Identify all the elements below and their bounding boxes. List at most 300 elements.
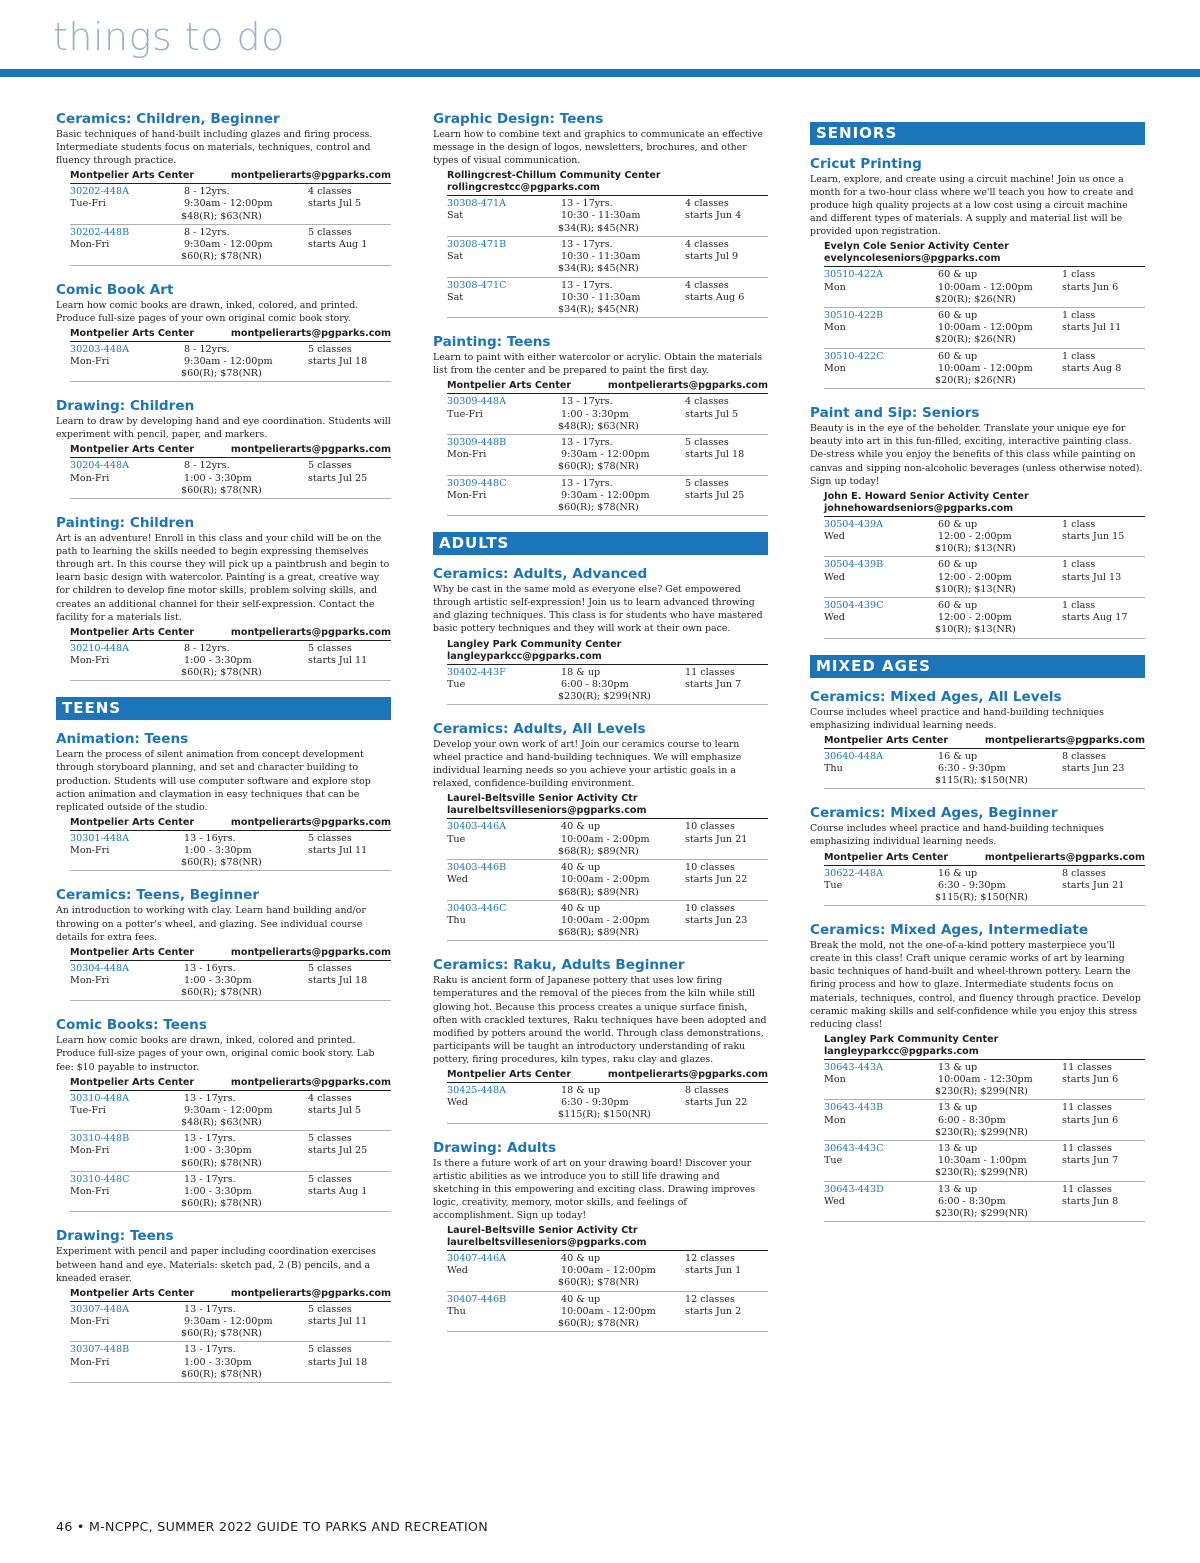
session-time: 9:30am - 12:00pm xyxy=(561,489,650,501)
course-title: Ceramics: Mixed Ages, Intermediate xyxy=(810,922,1089,939)
course-description: Learn the process of silent animation from concept development through storyboard planning, and set and character building to production. Students will use computer software and explore stop action animation and claymation in easy techniques that can be replicated outside of the studio. xyxy=(56,749,371,813)
session-age: 8 - 12yrs. xyxy=(184,226,230,238)
venue-email[interactable]: montpelierarts@pgparks.com xyxy=(607,380,768,392)
session-days: Sat xyxy=(447,251,464,263)
session-age: 40 & up xyxy=(561,862,601,874)
venue-email[interactable]: montpelierarts@pgparks.com xyxy=(230,327,391,339)
venue-name: Langley Park Community Center xyxy=(447,638,622,650)
course-description: An introduction to working with clay. Learn hand building and/or throwing on a potter's wheel, and glazing. See individual course details for extra fees. xyxy=(56,905,366,943)
session-row xyxy=(70,184,391,225)
session-row xyxy=(70,1091,391,1132)
column-2 xyxy=(433,111,768,1348)
course-code-link[interactable]: 30308-471C xyxy=(447,279,507,291)
session-count: 11 classes xyxy=(1062,1061,1112,1073)
session-fee: $68(R); $89(NR) xyxy=(558,886,639,898)
venue-email[interactable]: montpelierarts@pgparks.com xyxy=(230,1287,391,1299)
venue-email[interactable]: rollingcrestcc@pgparks.com xyxy=(447,182,600,194)
session-count: 8 classes xyxy=(685,1084,729,1096)
course-listing xyxy=(810,156,1145,389)
session-row xyxy=(824,1182,1145,1223)
session-age: 8 - 12yrs. xyxy=(184,460,230,472)
course-code-link[interactable]: 30510-422A xyxy=(824,269,884,281)
session-time: 9:30am - 12:00pm xyxy=(184,355,273,367)
session-fee: $60(R); $78(NR) xyxy=(558,1277,639,1289)
course-description: Learn how to combine text and graphics to communicate an effective message in the design of logos, newsletters, brochures, and other types of visual communication. xyxy=(433,129,763,167)
course-code-link[interactable]: 30203-448A xyxy=(70,343,130,355)
session-line xyxy=(447,292,768,304)
session-count: 4 classes xyxy=(685,396,729,408)
session-row xyxy=(824,349,1145,390)
session-days: Mon-Fri xyxy=(70,1145,110,1157)
section-heading: SENIORS xyxy=(810,122,1145,145)
course-code-link[interactable]: 30304-448A xyxy=(70,962,130,974)
venue-header xyxy=(70,1077,391,1091)
session-time: 10:00am - 12:00pm xyxy=(938,362,1033,374)
session-row xyxy=(70,342,391,383)
session-time: 12:00 - 2:00pm xyxy=(938,612,1012,624)
course-code-link[interactable]: 30310-448A xyxy=(70,1092,130,1104)
session-days: Mon-Fri xyxy=(447,449,487,461)
venue-name: Montpelier Arts Center xyxy=(824,851,949,863)
course-listing xyxy=(433,1140,768,1333)
session-time: 9:30am - 12:00pm xyxy=(561,449,650,461)
venue-email[interactable]: montpelierarts@pgparks.com xyxy=(230,170,391,182)
course-listing xyxy=(433,566,768,705)
session-days: Thu xyxy=(447,914,466,926)
session-age: 13 & up xyxy=(938,1143,978,1155)
course-code-link[interactable]: 30403-446B xyxy=(447,862,507,874)
session-row xyxy=(824,517,1145,558)
course-description: Course includes wheel practice and hand-building techniques emphasizing individual learning needs. xyxy=(810,823,1104,848)
session-row xyxy=(824,1141,1145,1182)
session-start: starts Aug 1 xyxy=(308,1186,368,1198)
session-line xyxy=(70,643,391,655)
session-row xyxy=(447,435,768,476)
session-line xyxy=(70,460,391,472)
session-age: 60 & up xyxy=(938,518,978,530)
venue-header xyxy=(824,735,1145,749)
session-line xyxy=(70,227,391,239)
course-title: Animation: Teens xyxy=(56,731,189,748)
session-age: 8 - 12yrs. xyxy=(184,642,230,654)
course-code-link[interactable]: 30643-443D xyxy=(824,1183,884,1195)
course-code-link[interactable]: 30425-448A xyxy=(447,1084,507,1096)
venue-header xyxy=(824,1034,1145,1060)
session-line xyxy=(447,1085,768,1097)
session-line xyxy=(70,975,391,987)
session-row xyxy=(824,1100,1145,1141)
course-title: Drawing: Teens xyxy=(56,1228,174,1245)
course-code-link[interactable]: 30309-448C xyxy=(447,477,507,489)
venue-email[interactable]: montpelierarts@pgparks.com xyxy=(230,816,391,828)
course-code-link[interactable]: 30640-448A xyxy=(824,750,884,762)
session-count: 4 classes xyxy=(308,1092,352,1104)
session-age: 60 & up xyxy=(938,310,978,322)
course-title: Paint and Sip: Seniors xyxy=(810,405,980,422)
course-description: Course includes wheel practice and hand-building techniques emphasizing individual learning needs. xyxy=(810,706,1104,731)
session-line xyxy=(447,280,768,292)
session-count: 1 class xyxy=(1062,269,1096,281)
session-count: 12 classes xyxy=(685,1293,735,1305)
page-title: things to do xyxy=(53,15,285,59)
session-start: starts Jul 9 xyxy=(685,251,739,263)
venue-name: Rollingcrest-Chillum Community Center xyxy=(447,170,661,182)
session-start: starts Jun 22 xyxy=(685,1097,748,1109)
session-line xyxy=(447,437,768,449)
session-start: starts Jul 25 xyxy=(308,1145,368,1157)
session-line xyxy=(447,251,768,263)
session-time: 10:30 - 11:30am xyxy=(561,210,641,222)
session-count: 11 classes xyxy=(685,666,735,678)
session-start: starts Aug 17 xyxy=(1062,612,1128,624)
venue-name: Montpelier Arts Center xyxy=(70,816,195,828)
course-listing xyxy=(56,887,391,1001)
session-line xyxy=(824,1143,1145,1155)
session-start: starts Jul 25 xyxy=(685,489,745,501)
course-description: Basic techniques of hand-built including glazes and firing process. Intermediate students focus on materials, techniques, control and fluency through practice. xyxy=(56,129,373,167)
session-days: Mon-Fri xyxy=(70,472,110,484)
session-line xyxy=(824,763,1145,775)
session-row xyxy=(447,819,768,860)
session-age: 13 - 17yrs. xyxy=(561,279,613,291)
session-row xyxy=(824,1060,1145,1101)
session-start: starts Jul 18 xyxy=(308,355,368,367)
course-title: Ceramics: Adults, All Levels xyxy=(433,721,646,738)
course-code-link[interactable]: 30643-443A xyxy=(824,1061,884,1073)
session-line xyxy=(70,186,391,198)
session-row xyxy=(447,860,768,901)
session-line xyxy=(824,1102,1145,1114)
venue-email[interactable]: langleyparkcc@pgparks.com xyxy=(824,1045,979,1057)
session-start: starts Jul 11 xyxy=(1062,322,1122,334)
session-count: 5 classes xyxy=(308,226,352,238)
session-days: Tue xyxy=(447,833,466,845)
session-time: 10:00am - 2:00pm xyxy=(561,914,650,926)
session-line xyxy=(447,903,768,915)
session-days: Wed xyxy=(824,1195,845,1207)
venue-header xyxy=(70,444,391,458)
session-line xyxy=(70,1316,391,1328)
venue-header xyxy=(447,1069,768,1083)
session-days: Mon xyxy=(824,1114,846,1126)
session-count: 1 class xyxy=(1062,350,1096,362)
course-description: Learn how comic books are drawn, inked, colored and printed. Produce full-size pages of your own, original comic book story. Lab fee: $10 payable to instructor. xyxy=(56,1035,375,1073)
session-time: 6:30 - 9:30pm xyxy=(938,762,1006,774)
session-age: 40 & up xyxy=(561,1253,601,1265)
course-code-link[interactable]: 30202-448A xyxy=(70,186,130,198)
venue-email[interactable]: montpelierarts@pgparks.com xyxy=(230,946,391,958)
session-age: 40 & up xyxy=(561,1293,601,1305)
course-description: Art is an adventure! Enroll in this class and your child will be on the path to learning the skills needed to begin expressing themselves through art. In this course they will pick up a paintbrush and begin to learn basic design with watercolor. Painting is a great, creative way for children to develop fine motor skills, problem solving skills, and creates an additional channel for their self-expression. Contact the facility for a materials list. xyxy=(56,533,390,623)
course-code-link[interactable]: 30403-446A xyxy=(447,821,507,833)
session-row xyxy=(70,641,391,682)
column-3 xyxy=(810,111,1145,1238)
session-start: starts Jun 1 xyxy=(685,1265,742,1277)
session-time: 10:00am - 12:30pm xyxy=(938,1074,1033,1086)
session-row xyxy=(70,961,391,1002)
course-title: Ceramics: Raku, Adults Beginner xyxy=(433,957,685,974)
session-age: 13 - 17yrs. xyxy=(184,1173,236,1185)
course-description: Experiment with pencil and paper including coordination exercises between hand and eye. Materials: sketch pad, 2 (B) pencils, and a kneaded eraser. xyxy=(56,1246,376,1284)
course-code-link[interactable]: 30403-446C xyxy=(447,902,507,914)
session-fee: $60(R); $78(NR) xyxy=(181,987,262,999)
session-start: starts Jul 5 xyxy=(308,198,362,210)
session-count: 5 classes xyxy=(308,1344,352,1356)
session-line xyxy=(447,915,768,927)
session-count: 10 classes xyxy=(685,862,735,874)
session-days: Wed xyxy=(447,1097,468,1109)
session-line xyxy=(824,1155,1145,1167)
session-count: 8 classes xyxy=(1062,750,1106,762)
session-days: Wed xyxy=(824,612,845,624)
venue-email[interactable]: langleyparkcc@pgparks.com xyxy=(447,650,602,662)
venue-header xyxy=(447,639,768,665)
session-count: 5 classes xyxy=(685,477,729,489)
session-row xyxy=(824,557,1145,598)
venue-name: Evelyn Cole Senior Activity Center xyxy=(824,241,1009,253)
venue-email[interactable]: montpelierarts@pgparks.com xyxy=(230,626,391,638)
session-time: 10:30am - 1:00pm xyxy=(938,1155,1027,1167)
course-code-link[interactable]: 30407-446B xyxy=(447,1293,507,1305)
session-days: Mon-Fri xyxy=(447,489,487,501)
session-age: 13 - 17yrs. xyxy=(184,1092,236,1104)
session-count: 5 classes xyxy=(308,343,352,355)
session-start: starts Jun 2 xyxy=(685,1305,742,1317)
session-fee: $10(R); $13(NR) xyxy=(935,543,1016,555)
session-line xyxy=(447,396,768,408)
section-heading: ADULTS xyxy=(433,532,768,555)
course-code-link[interactable]: 30308-471A xyxy=(447,198,507,210)
session-line xyxy=(447,449,768,461)
course-code-link[interactable]: 30301-448A xyxy=(70,832,130,844)
session-age: 13 - 17yrs. xyxy=(184,1133,236,1145)
session-time: 1:00 - 3:30pm xyxy=(184,1145,252,1157)
course-description: Learn to paint with either watercolor or acrylic. Obtain the materials list from the center and be prepared to paint the first day. xyxy=(433,352,763,377)
session-count: 11 classes xyxy=(1062,1102,1112,1114)
session-line xyxy=(70,655,391,667)
course-code-link[interactable]: 30643-443B xyxy=(824,1102,884,1114)
course-code-link[interactable]: 30307-448B xyxy=(70,1344,130,1356)
section-heading: MIXED AGES xyxy=(810,655,1145,678)
header-rule xyxy=(0,69,1200,77)
venue-email[interactable]: montpelierarts@pgparks.com xyxy=(230,444,391,456)
course-title: Drawing: Adults xyxy=(433,1139,557,1156)
session-line xyxy=(447,210,768,222)
session-time: 1:00 - 3:30pm xyxy=(184,654,252,666)
course-code-link[interactable]: 30204-448A xyxy=(70,460,130,472)
course-description: Learn to draw by developing hand and eye coordination. Students will experiment with pencil, paper, and markers. xyxy=(56,416,391,441)
session-days: Wed xyxy=(447,874,468,886)
session-count: 4 classes xyxy=(685,198,729,210)
session-line xyxy=(824,1115,1145,1127)
course-title: Drawing: Children xyxy=(56,398,195,415)
course-title: Cricut Printing xyxy=(810,156,922,172)
session-age: 13 - 16yrs. xyxy=(184,962,236,974)
session-age: 60 & up xyxy=(938,269,978,281)
course-listing xyxy=(810,805,1145,906)
course-title: Ceramics: Teens, Beginner xyxy=(56,887,260,904)
course-code-link[interactable]: 30309-448A xyxy=(447,396,507,408)
venue-email[interactable]: montpelierarts@pgparks.com xyxy=(984,851,1145,863)
session-time: 10:00am - 12:00pm xyxy=(938,322,1033,334)
course-code-link[interactable]: 30308-471B xyxy=(447,238,507,250)
session-line xyxy=(824,1196,1145,1208)
session-line xyxy=(70,1304,391,1316)
session-start: starts Jun 6 xyxy=(1062,1074,1119,1086)
venue-header xyxy=(70,328,391,342)
course-listing xyxy=(810,689,1145,790)
session-start: starts Jun 6 xyxy=(1062,281,1119,293)
session-start: starts Jun 21 xyxy=(1062,879,1125,891)
course-code-link[interactable]: 30504-439C xyxy=(824,599,884,611)
session-age: 60 & up xyxy=(938,559,978,571)
venue-header xyxy=(447,793,768,819)
session-fee: $230(R); $299(NR) xyxy=(935,1086,1028,1098)
session-start: starts Jul 11 xyxy=(308,1315,368,1327)
course-code-link[interactable]: 30310-448B xyxy=(70,1133,130,1145)
course-listing xyxy=(810,922,1145,1222)
session-time: 12:00 - 2:00pm xyxy=(938,571,1012,583)
venue-email[interactable]: montpelierarts@pgparks.com xyxy=(607,1068,768,1080)
session-fee: $68(R); $89(NR) xyxy=(558,845,639,857)
course-code-link[interactable]: 30210-448A xyxy=(70,642,130,654)
session-days: Mon xyxy=(824,281,846,293)
session-row xyxy=(70,1342,391,1383)
session-fee: $230(R); $299(NR) xyxy=(558,690,651,702)
course-description: Raku is ancient form of Japanese pottery that uses low firing temperatures and the removal of the pieces from the kiln while still glowing hot. Because this process creates a unique surface finish, often with crackled textures, Raku techniques have been adopted and modified by potters around the world. Through class demonstrations, participants will be taught an introductory understanding of raku pottery, firing procedures, kiln types, raku clay and glazes. xyxy=(433,975,767,1065)
session-line xyxy=(70,1093,391,1105)
session-age: 13 - 17yrs. xyxy=(561,396,613,408)
course-title: Painting: Teens xyxy=(433,334,551,351)
course-title: Ceramics: Adults, Advanced xyxy=(433,566,648,583)
course-code-link[interactable]: 30622-448A xyxy=(824,867,884,879)
session-row xyxy=(447,901,768,942)
session-days: Mon-Fri xyxy=(70,1356,110,1368)
session-age: 13 - 17yrs. xyxy=(561,238,613,250)
session-time: 9:30am - 12:00pm xyxy=(184,1315,273,1327)
session-line xyxy=(824,751,1145,763)
session-line xyxy=(447,862,768,874)
course-code-link[interactable]: 30510-422B xyxy=(824,310,884,322)
session-time: 1:00 - 3:30pm xyxy=(184,472,252,484)
session-start: starts Jul 11 xyxy=(308,654,368,666)
session-line xyxy=(824,322,1145,334)
venue-email[interactable]: evelyncoleseniors@pgparks.com xyxy=(824,253,1001,265)
session-time: 10:00am - 2:00pm xyxy=(561,874,650,886)
venue-email[interactable]: laurelbeltsvilleseniors@pgparks.com xyxy=(447,805,647,817)
session-row xyxy=(824,866,1145,907)
venue-email[interactable]: montpelierarts@pgparks.com xyxy=(230,1076,391,1088)
session-row xyxy=(824,598,1145,639)
session-count: 5 classes xyxy=(308,962,352,974)
course-listing xyxy=(56,282,391,383)
session-line xyxy=(824,600,1145,612)
session-count: 1 class xyxy=(1062,310,1096,322)
course-code-link[interactable]: 30402-443F xyxy=(447,666,506,678)
session-line xyxy=(447,198,768,210)
session-time: 10:30 - 11:30am xyxy=(561,291,641,303)
session-count: 11 classes xyxy=(1062,1143,1112,1155)
session-count: 5 classes xyxy=(685,436,729,448)
course-code-link[interactable]: 30307-448A xyxy=(70,1303,130,1315)
session-line xyxy=(824,572,1145,584)
session-days: Mon xyxy=(824,362,846,374)
session-line xyxy=(70,1186,391,1198)
session-fee: $60(R); $78(NR) xyxy=(181,667,262,679)
session-line xyxy=(824,1184,1145,1196)
venue-header xyxy=(447,170,768,196)
session-days: Mon-Fri xyxy=(70,974,110,986)
session-fee: $60(R); $78(NR) xyxy=(181,1368,262,1380)
session-age: 40 & up xyxy=(561,821,601,833)
session-age: 13 - 17yrs. xyxy=(184,1303,236,1315)
session-fee: $230(R); $299(NR) xyxy=(935,1167,1028,1179)
session-line xyxy=(824,1074,1145,1086)
course-listing xyxy=(433,721,768,941)
session-age: 8 - 12yrs. xyxy=(184,186,230,198)
course-code-link[interactable]: 30510-422C xyxy=(824,350,884,362)
venue-name: Laurel-Beltsville Senior Activity Ctr xyxy=(447,1225,638,1237)
session-line xyxy=(447,679,768,691)
course-code-link[interactable]: 30202-448B xyxy=(70,226,130,238)
session-age: 13 & up xyxy=(938,1102,978,1114)
session-start: starts Jun 7 xyxy=(1062,1155,1119,1167)
session-line xyxy=(447,874,768,886)
course-code-link[interactable]: 30310-448C xyxy=(70,1173,130,1185)
course-code-link[interactable]: 30504-439A xyxy=(824,518,884,530)
session-count: 12 classes xyxy=(685,1253,735,1265)
session-count: 5 classes xyxy=(308,1173,352,1185)
session-time: 1:00 - 3:30pm xyxy=(184,974,252,986)
session-row xyxy=(447,394,768,435)
session-line xyxy=(447,1253,768,1265)
course-title: Ceramics: Mixed Ages, Beginner xyxy=(810,805,1058,822)
session-fee: $115(R); $150(NR) xyxy=(558,1109,651,1121)
session-fee: $60(R); $78(NR) xyxy=(181,857,262,869)
course-title: Ceramics: Children, Beginner xyxy=(56,111,280,127)
venue-email[interactable]: montpelierarts@pgparks.com xyxy=(984,734,1145,746)
course-description: Develop your own work of art! Join our ceramics course to learn wheel practice and hand-building techniques. We will emphasize individual learning needs so you achieve your artistic goals in a relaxed, confidence-building environment. xyxy=(433,739,742,790)
session-row xyxy=(70,225,391,266)
session-days: Mon-Fri xyxy=(70,845,110,857)
course-title: Painting: Children xyxy=(56,515,195,532)
session-line xyxy=(70,239,391,251)
session-line xyxy=(70,1174,391,1186)
course-code-link[interactable]: 30643-443C xyxy=(824,1143,884,1155)
session-age: 60 & up xyxy=(938,350,978,362)
session-count: 5 classes xyxy=(308,460,352,472)
session-count: 4 classes xyxy=(685,238,729,250)
course-code-link[interactable]: 30504-439B xyxy=(824,559,884,571)
venue-name: Montpelier Arts Center xyxy=(70,946,195,958)
session-line xyxy=(70,1105,391,1117)
course-listing xyxy=(433,334,768,516)
session-count: 10 classes xyxy=(685,902,735,914)
venue-email[interactable]: johnehowardseniors@pgparks.com xyxy=(824,502,1014,514)
session-row xyxy=(447,237,768,278)
session-fee: $60(R); $78(NR) xyxy=(181,1198,262,1210)
venue-email[interactable]: laurelbeltsvilleseniors@pgparks.com xyxy=(447,1237,647,1249)
session-days: Mon-Fri xyxy=(70,654,110,666)
session-line xyxy=(447,478,768,490)
session-line xyxy=(824,612,1145,624)
page-header xyxy=(0,0,1200,80)
session-fee: $34(R); $45(NR) xyxy=(558,263,639,275)
session-start: starts Jul 18 xyxy=(308,974,368,986)
venue-header xyxy=(70,947,391,961)
course-code-link[interactable]: 30407-446A xyxy=(447,1253,507,1265)
course-code-link[interactable]: 30309-448B xyxy=(447,436,507,448)
